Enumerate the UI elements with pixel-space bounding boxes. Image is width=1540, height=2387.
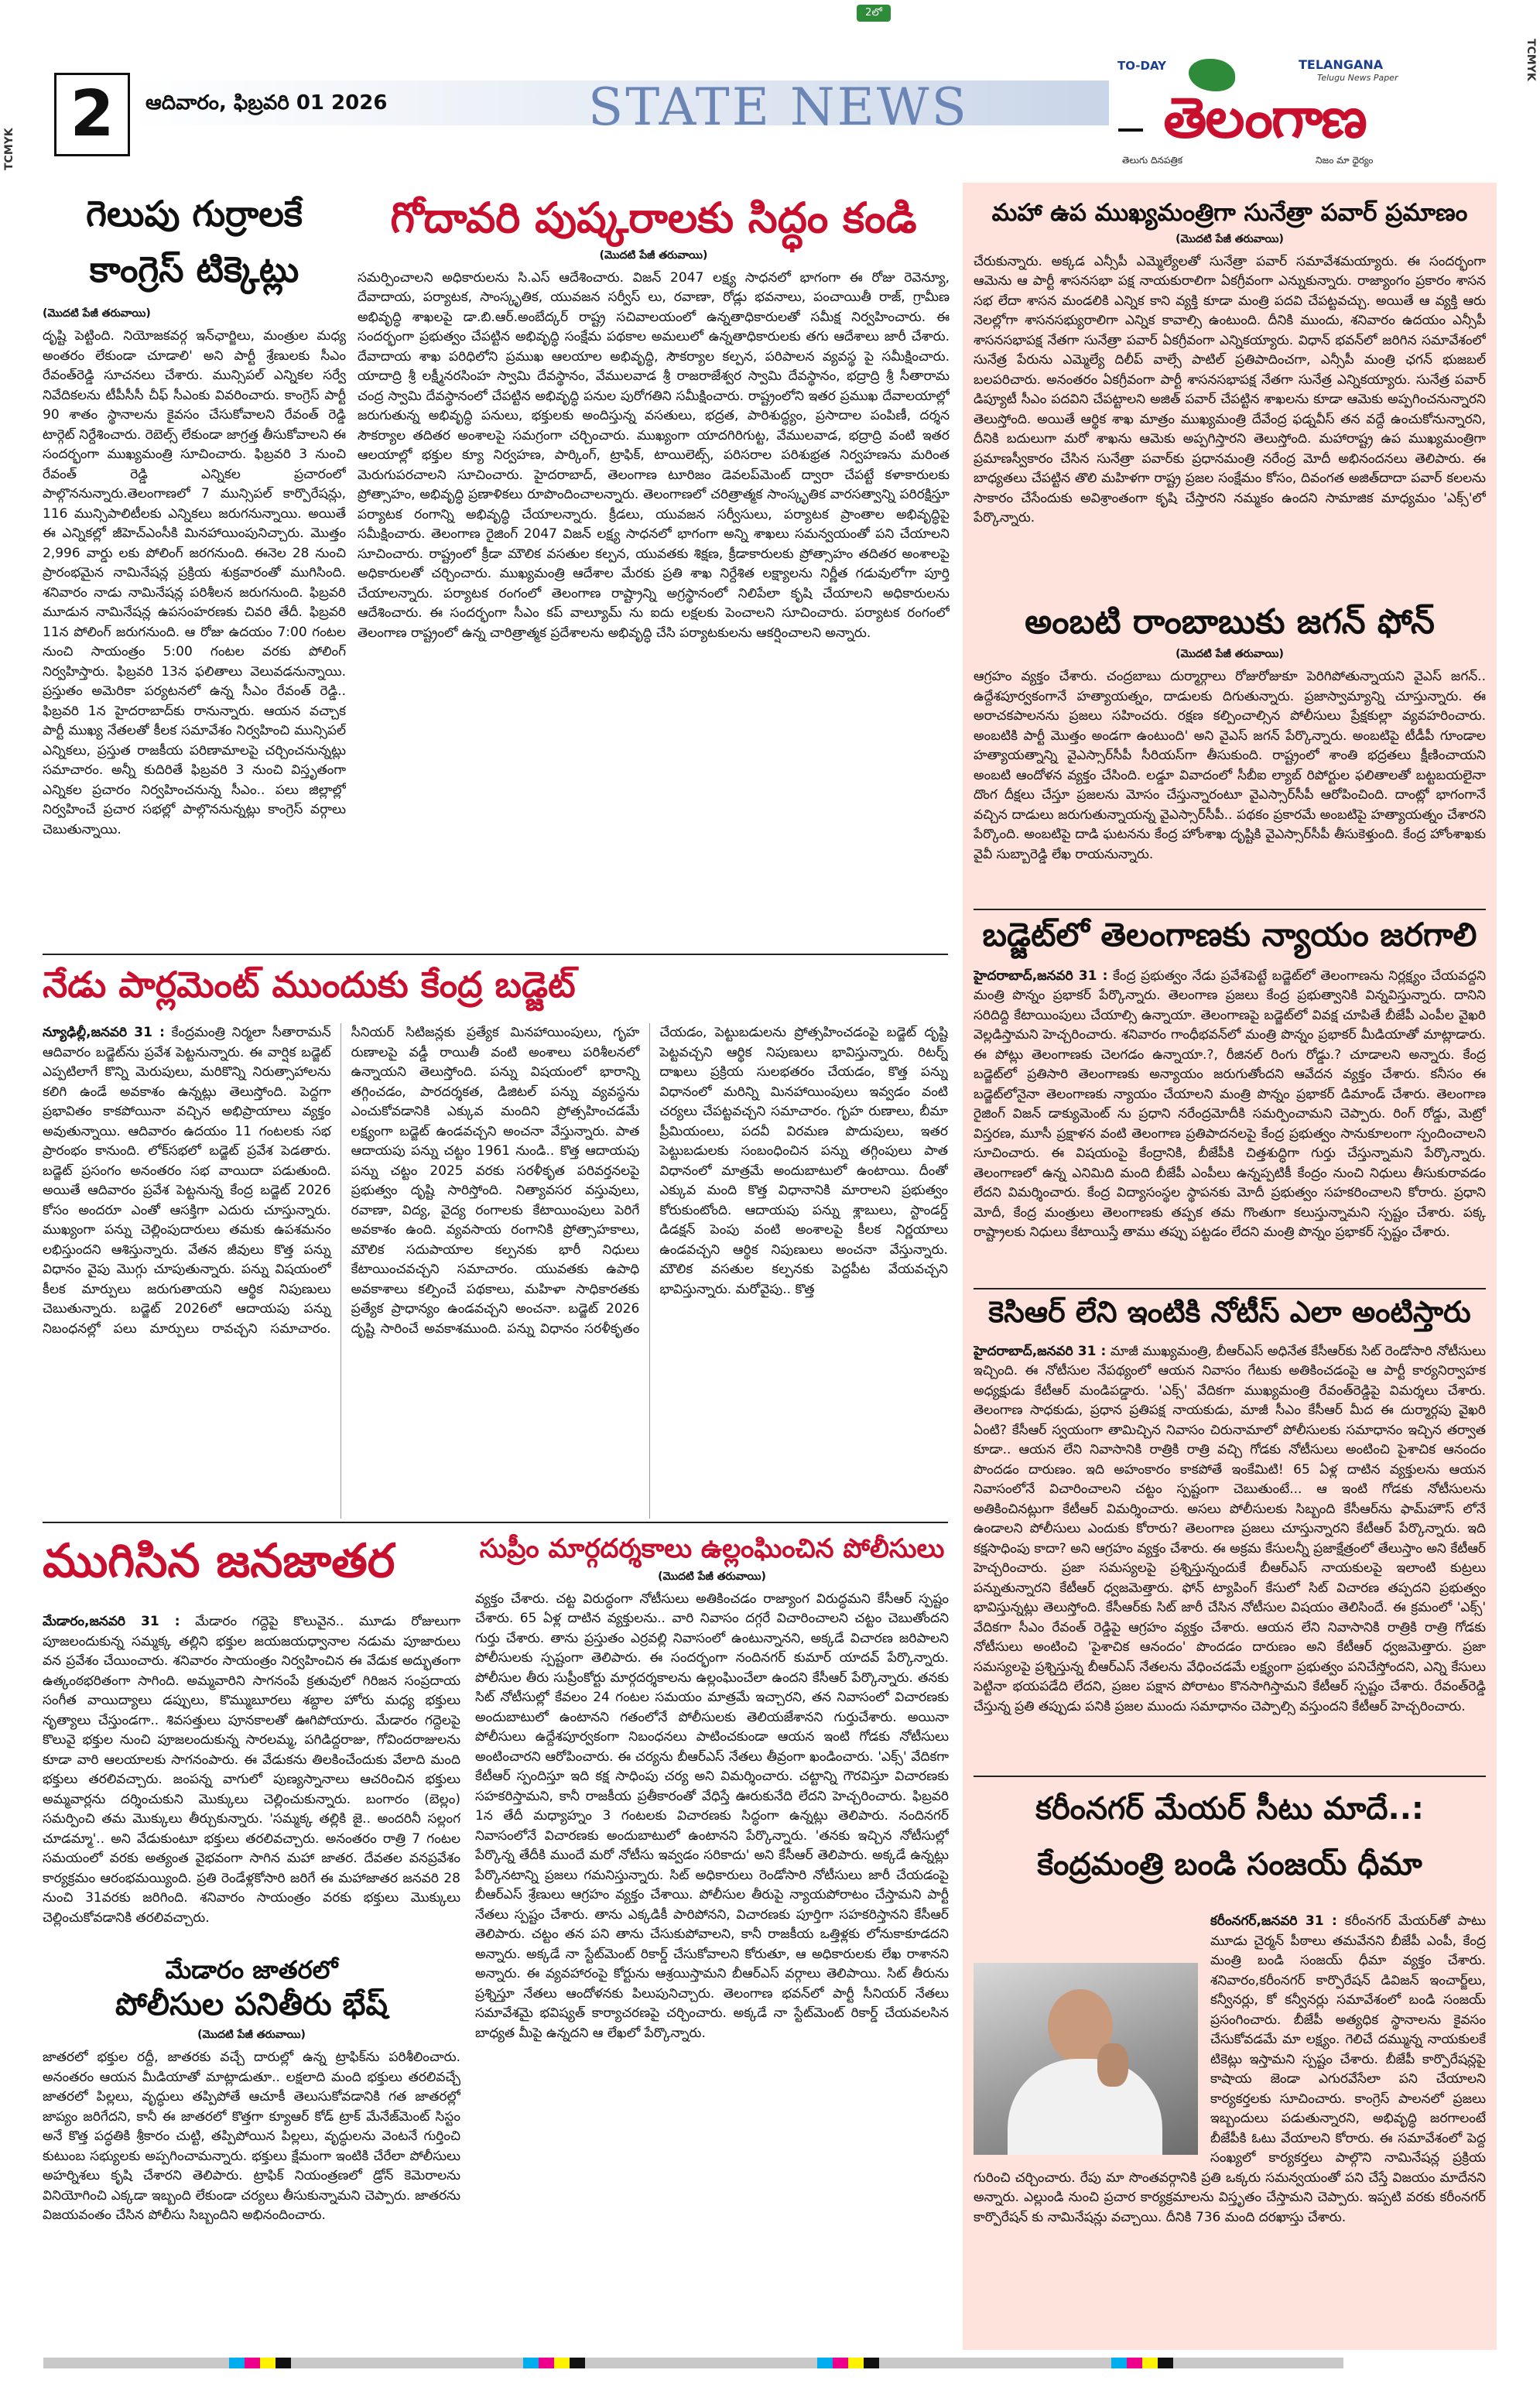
page-top-mark: 2లో (857, 5, 891, 22)
headline: ముగిసిన జనజాతర (43, 1534, 395, 1588)
divider (974, 1776, 1486, 1777)
divider (974, 909, 1486, 910)
color-registration-bar (43, 2358, 1498, 2372)
article-supreme-guidelines (475, 1533, 949, 2347)
continued-label: (మొదటి పేజీ తరువాయి) (197, 2029, 306, 2041)
article-jatara-ends (43, 1533, 460, 2347)
article-body: చేరుకున్నారు. అక్కడ ఎన్సీపీ ఎమ్మెల్యేలతో సునేత్రా పవార్ సమావేశమయ్యారు. ఈ సందర్భంగా ఆమెను ఆ పార్టీ శాసనసభా పక్ష నాయకురాలిగా ఏకగ్రీవంగా ఎన్నుకున్నారు. రాజ్యాంగం ప్రకారం శాసన సభ లేదా శాసన మండలికి ఎన్నిక కాని వ్యక్తి కూడా మంత్రి పదవి చేపట్టవచ్చు. అయితే ఆ వ్యక్తి ఆరు నెలల్లోగా శాసనసభ్యురాలిగా ఎన్నిక కావాల్సి ఉంటుంది. దీనికి ముందు, శనివారం ఉదయం ఎన్సీపీ శాసనసభాపక్ష నేతగా సునేత్రా పవార్ ఏకగ్రీవంగా ఎన్నికయ్యారు. విధాన్ భవన్‌లో జరిగిన సమావేశంలో సునేత్ర పేరును ఎమ్మెల్యే దిలీప్ వాల్సే పాటిల్ ప్రతిపాదించగా, ఎన్సీపీ మంత్రి ఛగన్ భుజబల్ బలపరిచారు. అనంతరం ఏకగ్రీవంగా పార్టీ శాసనసభాపక్ష నేతగా సునేత్ర ఎన్నికయ్యారు. సునేత్ర పవార్ డిప్యూటీ సీఎం పదవిని చేపట్టాలని అజిత్ పవార్ చేపట్టిన శాఖలను కూడా ఆమెకు అప్పగించనున్నారని తెలుస్తోంది. అయితే ఆర్థిక శాఖ మాత్రం ముఖ్యమంత్రి దేవేంద్ర ఫడ్నవీస్ తన వద్దే ఉంచుకోనున్నారని, దీనికి బదులుగా మరో శాఖను ఆమెకు అప్పగిస్తారని తెలుస్తోంది. మహారాష్ట్ర ఉప ముఖ్యమంత్రిగా ప్రమాణస్వీకారం చేసిన సునేత్రా పవార్‌కు ప్రధానమంత్రి నరేంద్ర మోదీ అభినందనలు తెలిపారు. ఈ బాధ్యతలు చేపట్టిన తొలి మహిళగా రాష్ట్ర ప్రజల సంక్షేమం కోసం, దివంగత అజిత్‌దాదా పవార్ కలలను సాకారం చేసేందుకు అవిశ్రాంతంగా కృషి చేస్తారని నమ్మకం ఉందని సామాజిక మాధ్యమం 'ఎక్స్'లో పేర్కొన్నారు. (974, 253, 1486, 526)
article-body: మేడారం గద్దెపై కొలువైన.. మూడు రోజులుగా పూజలందుకున్న సమ్మక్క తల్లిని భక్తుల జయజయధ్వానాల నడుమ పూజారులు వన ప్రవేశం చేయించారు. శనివారం సాయంత్రం నిర్వహించిన ఈ వేడుక అద్భుతంగా ఉత్కంఠభరితంగా సాగింది. అమ్మవారిని సాగనంపే క్రతువులో గిరిజన సంప్రదాయ సంగీత వాయిద్యాలు డప్పులు, కొమ్ముబూరలు శబ్దాల హోరు మధ్య భక్తులు నృత్యాలు చేస్తుండగా.. శివసత్తులు పూనకాలతో ఊగిపోయారు. మేడారం గద్దెలపై కొలువై భక్తుల నుంచి పూజలందుకున్న సారలమ్మ, పగిడిద్దరాజు, గోవిందరాజులను కూడా వారి ఆలయాలకు సాగనంపారు. ఈ వేడుకను తిలకించేందుకు వేలాది మంది భక్తులు తరలివచ్చారు. జంపన్న వాగులో పుణ్యస్నానాలు ఆచరించిన భక్తులు అమ్మవార్లను దర్శించుకుని మొక్కులు చెల్లించుకున్నారు. బంగారం (బెల్లం) సమర్పించి తమ మొక్కులు తీర్చుకున్నారు. 'సమ్మక్క తల్లికి జై.. అందరినీ సల్లంగ చూడమ్మా'.. అని వేడుకుంటూ భక్తులు తరలివచ్చారు. అనంతరం రాత్రి 7 గంటల సమయంలో వరకు అత్యంత వైభవంగా సాగిన మహా జాతర. దేవతల వనప్రవేశం కార్యక్రమం ఆరంభమయ్యింది. ప్రతి రెండేళ్లకోసారి జరిగే ఈ మహాజాతర జనవరి 28 నుంచి 31వరకు జరిగింది. శనివారం సాయంత్రం వరకు భక్తులు మొక్కులు చెల్లించుకోవడానికి తరలివచ్చారు. (43, 1614, 460, 1926)
issue-date: ఆదివారం, ఫిబ్రవరి 01 2026 (145, 91, 388, 115)
logo-today: TO-DAY (1117, 59, 1166, 73)
police-headline-2: పోలీసుల పనితీరు భేష్ (115, 1987, 388, 2022)
article-body: దృష్టి పెట్టింది. నియోజకవర్గ ఇన్‌ఛార్జిలు, మంత్రుల మధ్య అంతరం లేకుండా చూడాలి' అని పార్టీ శ్రేణులకు సీఎం రేవంత్‌రెడ్డి సూచనలు చేశారు. మున్సిపల్ ఎన్నికల సర్వే నివేదికలను టీపీసీసీ చీఫ్ సీఎంకు వివరించారు. కాంగ్రెస్ పార్టీ 90 శాతం స్థానాలను కైవసం చేసుకోవాలని రేవంత్ రెడ్డి టార్గెట్ నిర్దేశించారు. రెబెల్స్ లేకుండా జాగ్రత్త తీసుకోవాలని ఈ సందర్భంగా ముఖ్యమంత్రి సూచించారు. ఫిబ్రవరి 3 నుంచి రేవంత్ రెడ్డి ఎన్నికల ప్రచారంలో పాల్గొననున్నారు.తెలంగాణలో 7 మున్సిపల్ కార్పొరేషన్లు, 116 మున్సిపాలిటీలకు ఎన్నికలు జరుగనున్నాయి. అయితే ఈ ఎన్నికల్లో జీహెచ్ఎంసీకి మినహాయింపునిచ్చారు. మొత్తం 2,996 వార్డు లకు పోలింగ్ జరగనుంది. ఈనెల 28 నుంచి ప్రారంభమైన నామినేషన్ల ప్రక్రియ శుక్రవారంతో ముగిసింది. శనివారం నాడు నామినేషన్ల పరిశీలన జరుగనుంది. ఫిబ్రవరి మూడున నామినేషన్ల ఉపసంహరణకు చివరి తేదీ. ఫిబ్రవరి 11న పోలింగ్ జరుగనుంది. ఆ రోజు ఉదయం 7:00 గంటల నుంచి సాయంత్రం 5:00 గంటల వరకు పోలింగ్ నిర్వహిస్తారు. ఫిబ్రవరి 13న ఫలితాలు వెలువడనున్నాయి. ప్రస్తుతం అమెరికా పర్యటనలో ఉన్న సీఎం రేవంత్ రెడ్డి.. ఫిబ్రవరి 1న హైదరాబాద్‌కు రానున్నారు. ఆయన వచ్చాక పార్టీ ముఖ్య నేతలతో కీలక సమావేశం నిర్వహించి మున్సిపల్ ఎన్నికలు, ప్రస్తుత రాజకీయ పరిణామాలపై చర్చించనున్నట్లు సమాచారం. అన్నీ కుదిరితే ఫిబ్రవరి 3 నుంచి విస్తృతంగా ఎన్నికల ప్రచారం నిర్వహించనున్న సీఎం.. పలు జిల్లాల్లో నిర్వహించే ప్రచార సభల్లో పాల్గొననున్నట్లు కాంగ్రెస్ వర్గాలు చెబుతున్నాయి. (43, 328, 346, 837)
headline: కెసిఆర్ లేని ఇంటికి నోటీస్ ఎలా అంటిస్తారు (988, 1295, 1471, 1329)
article-congress-tickets (43, 192, 346, 950)
article-body: జాతరలో భక్తుల రద్దీ, జాతరకు వచ్చే దారుల్లో ఉన్న ట్రాఫిక్‌ను పరిశీలించారు. అనంతరం ఆయన మీడియాతో మాట్లాడుతూ.. లక్షలాది మంది భక్తులు తరలివచ్చే జాతరలో పిల్లలు, వృద్ధులు తప్పిపోతే ఆచూకీ తెలుసుకోవడానికి గత జాతరల్లో జాప్యం జరిగేదని, కానీ ఈ జాతరలో కొత్తగా క్యూఆర్ కోడ్ ట్రాక్ మేనేజ్‌మెంట్ సిస్టం అనే కొత్త పద్ధతికి శ్రీకారం చుట్టి, తప్పిపోయిన పిల్లలు, వృద్ధులను వెంటనే గుర్తించి కుటుంబ సభ్యులకు అప్పగించామన్నారు. భక్తులు క్షేమంగా ఇంటికి చేరేలా పోలీసులు అహర్నిశలు కృషి చేశారని తెలిపారు. ట్రాఫిక్ నియంత్రణలో డ్రోన్ కెమెరాలను వినియోగించి ఎక్కడా ఇబ్బంది లేకుండా చర్యలు తీసుకున్నామని చెప్పారు. జాతరను విజయవంతం చేసిన పోలీసు సిబ్బందిని అభినందించారు. (43, 2050, 460, 2223)
bandi-sanjay-photo (974, 1963, 1198, 2155)
continued-label: (మొదటి పేజీ తరువాయి) (599, 248, 708, 262)
headline: గెలుపు గుర్రాలకే (86, 193, 303, 235)
article-body: వ్యక్తం చేశారు. చట్ట విరుద్ధంగా నోటీసులు అతికించడం రాజ్యాంగ విరుద్ధమని కేసీఆర్ స్పష్టం చేశారు. 65 ఏళ్ల దాటిన వ్యక్తులను.. వారి నివాసం దగ్గరే విచారించాలని చట్టం చెబుతోందని గుర్తు చేశారు. తాను ప్రస్తుతం ఎర్రవల్లి నివాసంలో ఉంటున్నానని, అక్కడే విచారణ జరిపాలని పోలీసులకు స్పష్టంగా తెలిపారు. ఈ సందర్భంగా నందినగర్ కుమార్ యాదవ్‌ పేర్కొన్నారు. పోలీసుల తీరు సుప్రీంకోర్టు మార్గదర్శకాలను ఉల్లంఘించేలా ఉందని కేసీఆర్ పేర్కొన్నారు. తనకు సిట్ నోటీసుల్లో కేవలం 24 గంటల సమయం మాత్రమే ఇచ్చారని, తన నివాసంలో విచారణకు అందుబాటులో ఉంటానని గతంలోనే పోలీసులకు తెలియజేశానని గుర్తుచేశారు. అయినా పోలీసులు ఉద్దేశపూర్వకంగా నిబంధనలు పాటించకుండా ఆయన ఇంటి గోడకు నోటీసులు అంటించారని ఆరోపించారు. ఈ చర్యను బీఆర్ఎస్ నేతలు తీవ్రంగా ఖండించారు. 'ఎక్స్' వేదికగా కేటీఆర్ స్పందిస్తూ ఇది కక్ష సాధింపు చర్య అని విమర్శించారు. చట్టాన్ని గౌరవిస్తూ విచారణకు సహకరిస్తామని, కానీ రాజకీయ ప్రతీకారంతో వేధిస్తే ఊరుకునేది లేదని హెచ్చరించారు. ఫిబ్రవరి 1న తేదీ మధ్యాహ్నం 3 గంటలకు విచారణకు సిద్ధంగా ఉన్నట్లు తెలిపారు. నందినగర్ నివాసంలోనే విచారణకు అందుబాటులో ఉంటానని పేర్కొన్నారు. 'తనకు ఇచ్చిన నోటీసుల్లో పేర్కొన్న తేదీకి ముందే మరో నోటీసు ఇవ్వడం సరికాదు' అని కేసీఆర్ తెలిపారు. అక్కడే ఉన్నట్లు పేర్కొనటాన్ని ప్రజలు గమనిస్తున్నారు. సిట్ అధికారులు రెండోసారి నోటీసులు జారీ చేయడంపై బీఆర్ఎస్ శ్రేణులు ఆగ్రహం వ్యక్తం చేశాయి. పోలీసుల తీరుపై న్యాయపోరాటం చేస్తామని పార్టీ నేతలు స్పష్టం చేశారు. తాను ఎక్కడికీ పారిపోనని, విచారణకు పూర్తిగా సహకరిస్తానని కేసీఆర్ తెలిపారు. చట్టం తన పని తాను చేసుకుపోవాలని, కానీ రాజకీయ ఒత్తిళ్లకు లోనుకాకూడదని అన్నారు. అక్కడే నా స్టేట్‌మెంట్ రికార్డ్ చేసుకోవాలని కోరుతూ, ఆ అధికారులకు లేఖ రాశానని అన్నారు. ఈ వ్యవహారంపై కోర్టును ఆశ్రయిస్తామని బీఆర్ఎస్ వర్గాలు తెలిపాయి. సిట్ తీరును ప్రశ్నిస్తూ నేతలు ఆందోళనకు పిలుపునిచ్చారు. తెలంగాణ భవన్‌లో పార్టీ సీనియర్ నేతలు సమావేశమై భవిష్యత్ కార్యాచరణపై చర్చించారు. అక్కడే నా స్టేట్‌మెంట్ రికార్డ్ చేయవలసిన బాధ్యత మీపై ఉన్నదని ఆ లేఖలో పేర్కొన్నారు. (475, 1591, 949, 2041)
dateline: హైదరాబాద్,జనవరి 31 : (974, 967, 1108, 984)
continued-label: (మొదటి పేజీ తరువాయి) (1176, 232, 1284, 245)
divider (43, 1522, 948, 1523)
hand-shape (1097, 2043, 1128, 2087)
continued-label: (మొదటి పేజీ తరువాయి) (658, 1570, 766, 1583)
logo-left-caption: తెలుగు దినపత్రిక (1122, 155, 1183, 166)
karimnagar-headline-1: కరీంనగర్ మేయర్ సీటు మాదే..: (1035, 1791, 1424, 1827)
headline: మహా ఉప ముఖ్యమంత్రిగా సునేత్రా పవార్ ప్రమాణం (991, 199, 1468, 227)
headline: బడ్జెట్‌లో తెలంగాణకు న్యాయం జరగాలి (982, 916, 1477, 954)
karimnagar-headline-2: కేంద్రమంత్రి బండి సంజయ్ ధీమా (1037, 1847, 1422, 1882)
budget-parliament-headline-row (43, 963, 948, 1017)
article-union-budget (43, 1023, 948, 1519)
dateline: న్యూఢిల్లీ,జనవరి 31 : (43, 1025, 165, 1040)
article-body: కేంద్రమంత్రి నిర్మలా సీతారామన్ ఆదివారం బడ్జెట్‌ను ప్రవేశ పెట్టనున్నారు. ఈ వార్షిక బడ్జెట్ ఎప్పటిలాగే కొన్ని మెరుపులు, మరికొన్ని నిరుత్సాహాలను కలిగి ఉండే అవకాశం ఉన్నట్లు తెలుస్తోంది. పెద్దగా ప్రభావితం కాకపోయినా వచ్చిన అభిప్రాయాలు వ్యక్తం అవుతున్నాయి. ఆదివారం ఉదయం 11 గంటలకు సభ ప్రారంభం కానుంది. లోక్‌సభలో బడ్జెట్ ప్రవేశ పెడతారు. బడ్జెట్ ప్రసంగం అనంతరం సభ వాయిదా పడుతుంది. అయితే ఆదివారం ప్రవేశ పెట్టనున్న కేంద్ర బడ్జెట్ 2026 కోసం అందరూ ఎంతో ఆసక్తిగా ఎదురు చూస్తున్నారు. ముఖ్యంగా పన్ను చెల్లింపుదారులు తమకు ఉపశమనం లభిస్తుందని ఆశిస్తున్నారు. వేతన జీవులు కొత్త పన్ను విధానం వైపు మొగ్గు చూపుతున్నారు. పన్ను విషయంలో కీలక మార్పులు జరుగుతాయని ఆర్థిక నిపుణులు చెబుతున్నారు. బడ్జెట్ 2026లో ఆదాయపు పన్ను నిబంధనల్లో పలు మార్పులు రావచ్చని సమాచారం. సీనియర్ సిటిజన్లకు ప్రత్యేక మినహాయింపులు, గృహ రుణాలపై వడ్డీ రాయితీ వంటి అంశాలు పరిశీలనలో ఉన్నాయని తెలుస్తోంది. పన్ను విషయంలో భారాన్ని తగ్గించడం, పారదర్శకత, డిజిటల్ పన్ను వ్యవస్థను ఎంచుకోవడానికి ఎక్కువ మందిని ప్రోత్సహించడమే లక్ష్యంగా బడ్జెట్ ఉండవచ్చని అంచనా వేస్తున్నారు. పాత ఆదాయపు పన్ను చట్టం 1961 నుండి.. కొత్త ఆదాయపు పన్ను చట్టం 2025 వరకు సరళీకృత పరివర్తనలపై ప్రభుత్వం దృష్టి సారిస్తోంది. నిత్యావసర వస్తువులు, రవాణా, విద్య, వైద్య రంగాలకు కేటాయింపులు పెరిగే అవకాశం ఉంది. వ్యవసాయ రంగానికి ప్రోత్సాహకాలు, మౌలిక సదుపాయాల కల్పనకు భారీ నిధులు కేటాయించవచ్చని సమాచారం. యువతకు ఉపాధి అవకాశాలు కల్పించే పథకాలు, మహిళా సాధికారతకు ప్రత్యేక ప్రాధాన్యం ఉండవచ్చని అంచనా. బడ్జెట్ 2026 దృష్టి సారించే అవకాశముంది. పన్ను విధానం సరళీకృతం చేయడం, పెట్టుబడులను ప్రోత్సహించడంపై బడ్జెట్ దృష్టి పెట్టవచ్చని ఆర్థిక నిపుణులు భావిస్తున్నారు. రిటర్న్ దాఖలు ప్రక్రియ సులభతరం చేయడం, కొత్త పన్ను విధానంలో మరిన్ని మినహాయింపులు ఇవ్వడం వంటి చర్యలు చేపట్టవచ్చని సమాచారం. గృహ రుణాలు, బీమా ప్రీమియంలు, పదవీ విరమణ పొదుపులు, ఇతర పెట్టుబడులకు సంబంధించిన పన్ను తగ్గింపులు పాత విధానంలో మాత్రమే అందుబాటులో ఉంటాయి. దీంతో ఎక్కువ మంది కొత్త విధానానికి మారాలని ప్రభుత్వం కోరుకుంటోంది. ఆదాయపు పన్ను శ్లాబులు, స్టాండర్డ్ డిడక్షన్ పెంపు వంటి అంశాలపై కీలక నిర్ణయాలు ఉండవచ్చని ఆర్థిక నిపుణులు అంచనా వేస్తున్నారు. మౌలిక వసతుల కల్పనకు పెద్దపీట వేయవచ్చని భావిస్తున్నారు. మరోవైపు.. కొత్త (43, 1025, 948, 1337)
masthead (46, 57, 1501, 166)
continued-label: (మొదటి పేజీ తరువాయి) (43, 307, 151, 320)
police-headline-1: మేడారం జాతరలో (165, 1955, 338, 1985)
article-ambati-jagan-phone (974, 601, 1486, 907)
article-body: ఆగ్రహం వ్యక్తం చేశారు. చంద్రబాబు దుర్మార్గాలు రోజురోజుకూ పెరిగిపోతున్నాయని వైఎస్ జగన్.. ఉద్దేశపూర్వకంగానే హత్యాయత్నం, దాడులకు దిగుతున్నారు. ప్రజాస్వామ్యాన్ని చూస్తున్నారు. ఈ అరాచకపాలనను ప్రజలు సహించరు. రక్షణ కల్పించాల్సిన పోలీసులు ప్రేక్షకుల్లా వ్యవహరించారు. అంబటికి పార్టీ మొత్తం అండగా ఉంటుంది' అని వైఎస్ జగన్ పేర్కొన్నారు. అంబటిపై టీడీపీ గూండాల హత్యాయత్నాన్ని వైఎస్సార్‌సీపీ సీరియస్‌గా తీసుకుంది. రాష్ట్రంలో శాంతి భద్రతలు క్షీణించాయని అంబటి ఆందోళన వ్యక్తం చేసింది. లడ్డూ వివాదంలో సీబీఐ ల్యాబ్ రిపోర్టుల ఫలితాలతో బట్టబయలైనా దొంగ దీక్షలు చేస్తూ ప్రజలను మోసం చేస్తున్నారంటూ వైఎస్సార్‌సీపీ ఆరోపించింది. దాంట్లో భాగంగానే వచ్చిన దాడులు జరుగుతున్నాయన్న వైఎస్సార్‌సీపీ.. పథకం ప్రకారమే అంబటిపై హత్యాయత్నం చేశారని పేర్కొంది. అంబటిపై దాడి ఘటనను కేంద్ర హోంశాఖ దృష్టికి వైఎస్సార్‌సీపీ తీసుకెళ్తుంది. కేంద్ర హోంశాఖకు వైవీ సుబ్బారెడ్డి లేఖ రాయనున్నారు. (974, 669, 1486, 862)
newspaper-logo (1114, 57, 1415, 173)
article-karimnagar-mayor (974, 1912, 1486, 2345)
section-title: STATE NEWS (588, 77, 969, 137)
page-number: 2 (54, 73, 130, 156)
logo-title: తెలంగాణ (1163, 85, 1366, 150)
article-body: మాజీ ముఖ్యమంత్రి, బీఆర్ఎస్ అధినేత కేసీఆర్‌కు సిట్ రెండోసారి నోటీసులు ఇచ్చింది. ఈ నోటీసుల నేపథ్యంలో ఆయన నివాసం గేటుకు అతికించడంపై ఆ పార్టీ కార్యనిర్వాహక అధ్యక్షుడు కేటీఆర్ మండిపడ్డారు. 'ఎక్స్' వేదికగా ముఖ్యమంత్రి రేవంత్‌రెడ్డిపై విమర్శలు చేశారు. తెలంగాణ సాధకుడు, ప్రధాన ప్రతిపక్ష నాయకుడు, మాజీ సీఎం కేసీఆర్ మీద ఈ దుర్మార్గపు వైఖరి ఏంటి? కేసీఆర్ స్వయంగా తామిచ్చిన నివాసం చిరునామాలో పోలీసులకు సమాధానం ఇచ్చిన తర్వాత కూడా.. ఆయన లేని నివాసానికి రాత్రికి రాత్రి వచ్చి గోడకు నోటీసులు అంటించి పైశాచిక ఆనందం పొందడం దారుణం. ఇది అహంకారం కాకపోతే ఇంకేమిటి! 65 ఏళ్ల దాటిన వ్యక్తులను ఆయన నివాసంలోనే విచారించాలని చట్టం స్పష్టంగా చెబుతుంటే... ఆ ఇంటి గోడకు నోటీసులను అతికించినట్లుగా కేటీఆర్ విమర్శించారు. అసలు పోలీసులకు సిబ్బంది కేసీఆర్‌ను ఫామ్‌హౌస్ లోనే ఉండాలని పోలీసులు ఎందుకు కోరారు? తెలంగాణ ప్రజలు చూస్తున్నారని కేటీఆర్ పేర్కొన్నారు. ఇది కక్షసాధింపు కాదా? అని ఆగ్రహం వ్యక్తం చేశారు. ఈ అక్రమ కేసులన్నీ ప్రజాక్షేత్రంలో తేలుస్తాం అని కేటీఆర్ హెచ్చరించారు. ప్రజా సమస్యలపై ప్రశ్నిస్తున్నందుకే బీఆర్ఎస్ నాయకులపై ఇలాంటి కుట్రలు పన్నుతున్నారని కేటీఆర్ ధ్వజమెత్తారు. ఫోన్ ట్యాపింగ్ కేసులో సిట్ విచారణ తప్పదని ప్రభుత్వం భావిస్తున్నట్లు తెలుస్తోంది. కేసీఆర్‌కు సిట్ జారీ చేసిన నోటీసుల విషయం తెలిసిందే. ఈ క్రమంలో 'ఎక్స్' వేదికగా సీఎం రేవంత్ రెడ్డిపై ఆగ్రహం వ్యక్తం చేశారు. ఆయన లేని నివాసానికి రాత్రికి రాత్రి గోడకు నోటీసులు అంటించి 'పైశాచిక ఆనందం' పొందడం దారుణం అని కేటీఆర్ ధ్వజమెత్తారు. ప్రజా సమస్యలపై ప్రశ్నిస్తున్న బీఆర్ఎస్ నేతలను వేధించడమే లక్ష్యంగా ప్రభుత్వం పనిచేస్తోందని, ఎన్ని కేసులు పెట్టినా భయపడేది లేదని, ప్రజల పక్షాన పోరాటం కొనసాగిస్తామని కేటీఆర్ స్పష్టం చేశారు. రేవంత్‌రెడ్డి చేస్తున్న ప్రతి తప్పుడు పనికి ప్రజల ముందు సమాధానం చెప్పాల్సి వస్తుందని కేటీఆర్ హెచ్చరించారు. (974, 1343, 1486, 1714)
logo-telangana: TELANGANA (1299, 57, 1384, 72)
logo-tagline: Telugu News Paper (1317, 73, 1398, 83)
left-registration-mark: TCMYK (3, 128, 15, 170)
article-godavari-pushkaralu (358, 192, 950, 950)
article-body: సమర్పించాలని అధికారులను సి.ఎస్ ఆదేశించారు. విజన్ 2047 లక్ష్య సాధనలో భాగంగా ఈ రోజు రెవెన్యూ, దేవాదాయ, పర్యాటక, సాంస్కృతిక, యువజన సర్వీస్ లు, రవాణా, రోడ్లు భవనాలు, పంచాయితీ రాజ్, గ్రామీణ అభివృద్ధి శాఖలపై డా.బి.ఆర్.అంబేద్కర్ రాష్ట్ర సచివాలయంలో ఉన్నతాధికారులతో సమీక్ష నిర్వహించారు. ఈ సందర్భంగా ప్రభుత్వం చేపట్టిన అభివృద్ధి సంక్షేమ పథకాల అమలులో ఉన్నతాధికారులకు తగు ఆదేశాలు జారీ చేశారు. దేవాదాయ శాఖ పరిధిలోని ప్రముఖ ఆలయాల అభివృద్ధి, సౌకర్యాల కల్పన, పరిపాలన వ్యవస్థ పై సమీక్షించారు. యాదాద్రి శ్రీ లక్ష్మీనరసింహ స్వామి దేవస్థానం, వేములవాడ శ్రీ రాజరాజేశ్వర స్వామి దేవస్థానం, భద్రాద్రి శ్రీ సీతారామ చంద్ర స్వామి దేవస్థానంలో చేపట్టిన అభివృద్ధి పనుల పురోగతిని సమీక్షించారు. రాష్ట్రంలోని ఇతర ప్రముఖ దేవాలయాల్లో జరుగుతున్న అభివృద్ధి పనులు, భక్తులకు అందిస్తున్న వసతులు, భద్రత, పారిశుద్ధ్యం, ప్రసాదాల పంపిణీ, దర్శన సౌకర్యాల తదితర అంశాలపై సమగ్రంగా చర్చించారు. ముఖ్యంగా యాదగిరిగుట్ట, వేములవాడ, భద్రాద్రి వంటి ఇతర ఆలయాల్లో భక్తుల క్యూ నిర్వహణ, పార్కింగ్, ట్రాఫిక్, టాయిలెట్స్, పరిసరాల పరిశుభ్రత నిర్వహణను మరింత మెరుగుపరచాలని సూచించారు. హైదరాబాద్, తెలంగాణ టూరిజం డెవలప్‌మెంట్ ద్వారా చేపట్టే కళాకారులకు ప్రోత్సాహం, అభివృద్ధి ప్రణాళికలు రూపొందించాలన్నారు. తెలంగాణలో చరిత్రాత్మక సాంస్కృతిక వారసత్వాన్ని పరిరక్షిస్తూ పర్యాటక రంగాన్ని అభివృద్ధి చేయాలన్నారు. క్రీడలు, యువజన సర్వీసులు, పర్యాటక ప్రాంతాల అభివృద్ధిపై సమీక్షించారు. తెలంగాణ రైజింగ్ 2047 విజన్ లక్ష్య సాధనలో భాగంగా అన్ని శాఖలు సమన్వయంతో పని చేయాలని సూచించారు. రాష్ట్రంలో క్రీడా మౌలిక వసతుల కల్పన, యువతకు శిక్షణ, క్రీడాకారులకు ప్రోత్సాహం తదితర అంశాలపై అధికారులతో చర్చించారు. ముఖ్యమంత్రి ఆదేశాల మేరకు ప్రతి శాఖ నిర్దేశిత లక్ష్యాలను నిర్ణీత గడువులోగా పూర్తి చేయాలన్నారు. పర్యాటక రంగంలో తెలంగాణ రాష్ట్రాన్ని అగ్రస్థానంలో నిలిపేలా కృషి చేయాలని అధికారులను ఆదేశించారు. ఈ సందర్భంగా సీఎం కప్ వాల్యూమ్ ను ఐదు లక్షలకు పెంచాలని సూచించారు. పర్యాటక రంగంలో తెలంగాణ రాష్ట్రంలో ఉన్న చారిత్రాత్మక ప్రదేశాలను అభివృద్ధి చేసి పర్యాటకులను ఆకర్షించాలని అన్నారు. (358, 269, 950, 641)
dateline: మేడారం,జనవరి 31 : (43, 1614, 180, 1629)
article-kcr-notice (974, 1294, 1486, 1774)
headline: సుప్రీం మార్గదర్శకాలు ఉల్లంఘించిన పోలీసులు (479, 1533, 945, 1564)
shirt-shape (1008, 2059, 1162, 2155)
article-budget-telangana-justice (974, 915, 1486, 1286)
dateline: హైదరాబాద్,జనవరి 31 : (974, 1343, 1107, 1359)
headline: కాంగ్రెస్ టిక్కెట్లు (89, 248, 299, 290)
logo-right-caption: నిజం మా ధైర్యం (1316, 155, 1374, 166)
headline: గోదావరి పుష్కరాలకు సిద్ధం కండి (390, 193, 917, 242)
dateline: కరీంనగర్,జనవరి 31 : (1210, 1913, 1337, 1929)
divider (43, 954, 948, 955)
article-sunetra-pawar (974, 198, 1486, 585)
continued-label: (మొదటి పేజీ తరువాయి) (1176, 648, 1284, 660)
headline: నేడు పార్లమెంట్ ముందుకు కేంద్ర బడ్జెట్ (43, 964, 576, 1005)
headline: అంబటి రాంబాబుకు జగన్ ఫోన్ (1025, 602, 1435, 642)
right-registration-mark: TCMYK (1525, 39, 1537, 81)
article-body: కేంద్ర ప్రభుత్వం నేడు ప్రవేశపెట్టే బడ్జెట్‌లో తెలంగాణను నిర్లక్ష్యం చేయవద్దని మంత్రి పొన్నం ప్రభాకర్ పేర్కొన్నారు. తెలంగాణ ప్రజలు కేంద్ర ప్రభుత్వానికి విన్నవిస్తున్నారు. దానిని సరిదిద్ది కేటాయింపులు చేయాల్సి ఉన్నాయా. తెలంగాణపై బడ్జెట్‌లో వివక్ష చూపితే బీజేపీ ఎంపీల వైఖరి వెల్లడిస్తామని హెచ్చరించారు. శనివారం గాంధీభవన్‌లో మంత్రి పొన్నం ప్రభాకర్ మీడియాతో మాట్లాడారు. ఈ పోట్లు తెలంగాణకు చెలగడం ఉన్నాయా.?, రీజినల్ రింగు రోడ్డు.? చూడాలని అన్నారు. కేంద్ర బడ్జెట్‌లో ప్రతిసారి తెలంగాణకు అన్యాయం జరుగుతోందని ఆవేదన వ్యక్తం చేశారు. కనీసం ఈ బడ్జెట్‌లోనైనా తెలంగాణకు న్యాయం చేయాలని మంత్రి పొన్నం ప్రభాకర్ డిమాండ్ చేశారు. తెలంగాణ రైజింగ్ విజన్ డాక్యుమెంట్ ను ప్రధాని నరేంద్రమోదీకి సమర్పించామని చెప్పారు. రింగ్ రోడ్డు, మెట్రో విస్తరణ, మూసీ ప్రక్షాళన వంటి తెలంగాణ ప్రతిపాదనలపై కేంద్ర ప్రభుత్వం సానుకూలంగా స్పందించాలని సూచించారు. ఈ విషయంపై కేంద్రానికి, బీజేపీకి చిత్తశుద్ధిగా గుర్తు చేస్తున్నామని పేర్కొన్నారు. తెలంగాణలో ఉన్న ఎనిమిది మంది బీజేపీ ఎంపీలు ఉన్నప్పటికీ కేంద్రం నుంచి నిధులు తీసుకురావడం లేదని విమర్శించారు. కేంద్ర విద్యాసంస్థల స్థాపనకు మోదీ ప్రభుత్వం సహకరించాలని కోరారు. ప్రధాని మోదీ, కేంద్ర మంత్రులు తెలంగాణకు తప్పక తమ గొంతుగా కలుస్తున్నామని స్పష్టం చేశారు. పక్క రాష్ట్రాలకు నిధులు కేటాయిస్తే తాము తప్పు పట్టడం లేదని మంత్రి పొన్నం ప్రభాకర్ స్పష్టం చేశారు. (974, 967, 1486, 1240)
article-body: కరీంనగర్ మేయర్‌తో పాటు మూడు చైర్మన్ పీఠాలు తమవేనని బీజేపీ ఎంపీ, కేంద్ర మంత్రి బండి సంజయ్ ధీమా వ్యక్తం చేశారు. శనివారం,కరీంనగర్ కార్పొరేషన్ డివిజన్ ఇంచార్జ్‌లు, కన్వీనర్లు, కో కన్వీనర్లు సమావేశంలో బండి సంజయ్ ప్రసంగించారు. బీజేపీ అత్యధిక స్థానాలను కైవసం చేసుకోవడమే మా లక్ష్యం. గెలిచే దమ్మున్న నాయకులకే టికెట్లు ఇస్తామని స్పష్టం చేశారు. బీజేపీ కార్పొరేషన్లపై కాషాయ జెండా ఎగురవేసేలా పని చేయాలని కార్యకర్తలకు సూచించారు. కాంగ్రెస్ పాలనలో ప్రజలు ఇబ్బందులు పడుతున్నారని, అభివృద్ధి జరగాలంటే బీజేపీకి ఓటు వేయాలని కోరారు. ఈ సమావేశంలో పెద్ద సంఖ్యలో కార్యకర్తలు పాల్గొని నామినేషన్ల ప్రక్రియ గురించి చర్చించారు. రేపు మా సొంతవర్గానికి ప్రతి ఒక్కరు సమన్వయంతో పని చేస్తే విజయం మాదేనని అన్నారు. ఎల్లుండి నుంచి ప్రచార కార్యక్రమాలను విస్తృతం చేస్తామని చెప్పారు. ఇప్పటి వరకు కరీంనగర్ కార్పొరేషన్ కు నామినేషన్లు వచ్చాయి. దీనికి 736 మంది దరఖాస్తు చేశారు. (974, 1913, 1486, 2225)
divider (974, 1288, 1486, 1289)
